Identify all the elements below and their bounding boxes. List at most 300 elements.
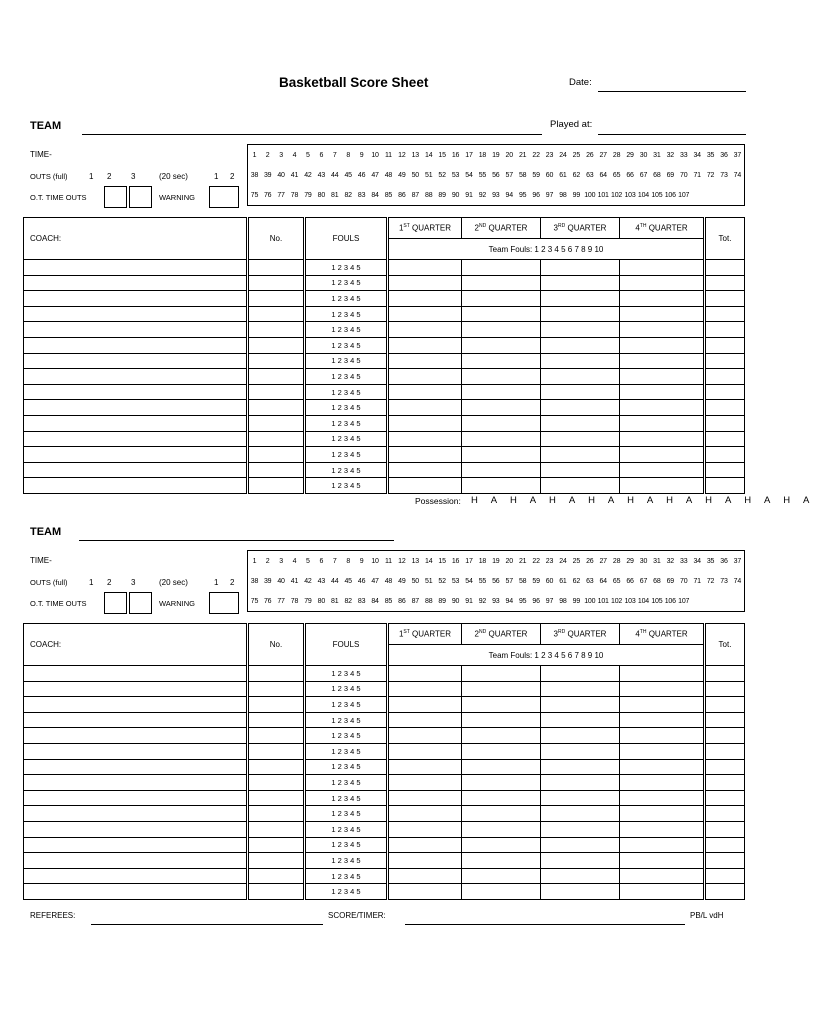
total-points-cell[interactable] (705, 462, 745, 478)
score-number[interactable]: 25 (572, 557, 581, 565)
quarter-points-cell[interactable] (388, 337, 462, 353)
player-number-cell[interactable] (248, 291, 305, 307)
score-number[interactable]: 8 (346, 151, 351, 159)
total-points-cell[interactable] (705, 790, 745, 806)
score-number[interactable]: 33 (680, 151, 688, 159)
total-points-cell[interactable] (705, 697, 745, 713)
score-number[interactable]: 20 (505, 151, 513, 159)
quarter-points-cell[interactable] (388, 400, 462, 416)
score-number[interactable]: 102 (611, 191, 623, 199)
quarter-points-cell[interactable] (462, 353, 541, 369)
score-number[interactable]: 65 (612, 171, 621, 179)
score-number[interactable]: 104 (637, 191, 649, 199)
score-number[interactable]: 3 (279, 151, 283, 159)
score-number[interactable]: 22 (532, 557, 540, 565)
quarter-points-cell[interactable] (462, 666, 541, 682)
played-at-field[interactable] (598, 134, 746, 135)
possession-marks[interactable]: H A H A H A H A H A H A H A H A H A (471, 495, 815, 506)
score-number[interactable]: 92 (478, 191, 487, 199)
quarter-points-cell[interactable] (541, 322, 620, 338)
team-fouls[interactable]: Team Fouls: 1 2 3 4 5 6 7 8 9 10 (388, 239, 705, 260)
player-name-cell[interactable] (24, 462, 248, 478)
player-number-cell[interactable] (248, 666, 305, 682)
quarter-points-cell[interactable] (620, 291, 705, 307)
score-number[interactable]: 61 (559, 577, 567, 585)
quarter-points-cell[interactable] (462, 697, 541, 713)
player-number-cell[interactable] (248, 853, 305, 869)
score-number[interactable]: 82 (344, 191, 352, 199)
ot-timeout-box[interactable] (104, 186, 127, 208)
score-number[interactable]: 42 (304, 577, 312, 585)
score-number[interactable]: 36 (720, 151, 728, 159)
score-number[interactable]: 1 (252, 557, 257, 565)
quarter-points-cell[interactable] (388, 447, 462, 463)
quarter-points-cell[interactable] (620, 400, 705, 416)
player-number-cell[interactable] (248, 447, 305, 463)
score-number[interactable]: 15 (438, 151, 446, 159)
quarter-points-cell[interactable] (462, 853, 541, 869)
score-number[interactable]: 78 (290, 597, 299, 605)
total-points-cell[interactable] (705, 275, 745, 291)
player-fouls-cell[interactable]: 1 2 3 4 5 (305, 478, 388, 494)
score-number[interactable]: 64 (599, 577, 607, 585)
quarter-points-cell[interactable] (620, 369, 705, 385)
score-number[interactable]: 19 (492, 151, 500, 159)
quarter-points-cell[interactable] (620, 415, 705, 431)
score-number[interactable] (731, 591, 745, 612)
player-name-cell[interactable] (24, 821, 248, 837)
quarter-points-cell[interactable] (541, 431, 620, 447)
quarter-points-cell[interactable] (462, 431, 541, 447)
score-number[interactable]: 6 (319, 557, 324, 565)
quarter-points-cell[interactable] (388, 322, 462, 338)
score-number[interactable]: 9 (359, 557, 364, 565)
score-number[interactable]: 61 (559, 171, 567, 179)
score-number[interactable]: 60 (545, 171, 554, 179)
quarter-points-cell[interactable] (388, 837, 462, 853)
score-number[interactable]: 11 (384, 151, 392, 159)
score-number[interactable] (731, 185, 745, 206)
player-fouls-cell[interactable]: 1 2 3 4 5 (305, 884, 388, 900)
player-fouls-cell[interactable]: 1 2 3 4 5 (305, 806, 388, 822)
total-points-cell[interactable] (705, 291, 745, 307)
score-number[interactable]: 74 (733, 577, 742, 585)
total-points-cell[interactable] (705, 400, 745, 416)
player-name-cell[interactable] (24, 697, 248, 713)
player-fouls-cell[interactable]: 1 2 3 4 5 (305, 837, 388, 853)
score-number[interactable]: 29 (626, 557, 634, 565)
score-number[interactable]: 77 (277, 191, 285, 199)
score-number[interactable]: 87 (411, 191, 419, 199)
score-number[interactable]: 15 (438, 557, 446, 565)
score-number[interactable]: 85 (384, 191, 393, 199)
quarter-points-cell[interactable] (620, 337, 705, 353)
quarter-points-cell[interactable] (541, 790, 620, 806)
score-number[interactable]: 26 (586, 557, 594, 565)
player-number-cell[interactable] (248, 431, 305, 447)
score-number[interactable]: 13 (411, 557, 419, 565)
score-number[interactable]: 91 (465, 597, 473, 605)
score-number[interactable]: 16 (451, 557, 460, 565)
quarter-points-cell[interactable] (620, 275, 705, 291)
player-name-cell[interactable] (24, 478, 248, 494)
score-number[interactable]: 41 (290, 577, 299, 585)
score-number[interactable] (690, 591, 703, 612)
score-number[interactable]: 66 (626, 577, 634, 585)
score-number[interactable]: 86 (398, 191, 406, 199)
player-number-cell[interactable] (248, 868, 305, 884)
quarter-points-cell[interactable] (541, 291, 620, 307)
score-number[interactable]: 23 (545, 557, 554, 565)
quarter-points-cell[interactable] (541, 353, 620, 369)
player-number-cell[interactable] (248, 369, 305, 385)
player-number-cell[interactable] (248, 322, 305, 338)
player-name-cell[interactable] (24, 681, 248, 697)
score-number[interactable]: 60 (545, 577, 554, 585)
quarter-points-cell[interactable] (388, 291, 462, 307)
quarter-points-cell[interactable] (541, 260, 620, 276)
quarter-points-cell[interactable] (388, 275, 462, 291)
quarter-points-cell[interactable] (541, 806, 620, 822)
quarter-points-cell[interactable] (388, 306, 462, 322)
score-number[interactable]: 35 (706, 151, 715, 159)
score-number[interactable]: 45 (344, 171, 352, 179)
team-name-field[interactable] (82, 134, 542, 135)
score-number[interactable]: 79 (304, 191, 312, 199)
player-name-cell[interactable] (24, 868, 248, 884)
player-number-cell[interactable] (248, 400, 305, 416)
quarter-points-cell[interactable] (620, 790, 705, 806)
quarter-points-cell[interactable] (620, 697, 705, 713)
score-number[interactable]: 73 (720, 577, 728, 585)
quarter-points-cell[interactable] (541, 400, 620, 416)
score-number[interactable]: 52 (438, 577, 446, 585)
score-number[interactable]: 21 (518, 557, 527, 565)
score-number[interactable] (717, 591, 730, 612)
quarter-points-cell[interactable] (462, 369, 541, 385)
player-number-cell[interactable] (248, 462, 305, 478)
quarter-points-cell[interactable] (388, 260, 462, 276)
score-number[interactable]: 56 (492, 577, 500, 585)
score-number[interactable]: 44 (331, 171, 339, 179)
total-points-cell[interactable] (705, 666, 745, 682)
player-name-cell[interactable] (24, 291, 248, 307)
score-number[interactable]: 49 (398, 577, 406, 585)
quarter-points-cell[interactable] (620, 853, 705, 869)
player-fouls-cell[interactable]: 1 2 3 4 5 (305, 353, 388, 369)
quarter-points-cell[interactable] (541, 478, 620, 494)
quarter-points-cell[interactable] (620, 384, 705, 400)
score-number[interactable]: 81 (331, 597, 339, 605)
quarter-points-cell[interactable] (620, 712, 705, 728)
quarter-points-cell[interactable] (462, 462, 541, 478)
total-points-cell[interactable] (705, 775, 745, 791)
score-number[interactable]: 96 (532, 597, 540, 605)
player-number-cell[interactable] (248, 337, 305, 353)
total-points-cell[interactable] (705, 821, 745, 837)
total-points-cell[interactable] (705, 884, 745, 900)
score-number[interactable]: 13 (411, 151, 419, 159)
score-number[interactable]: 103 (624, 191, 636, 199)
quarter-points-cell[interactable] (462, 775, 541, 791)
score-number[interactable]: 18 (478, 151, 487, 159)
score-number[interactable]: 31 (653, 557, 661, 565)
score-number[interactable]: 83 (357, 191, 366, 199)
player-name-cell[interactable] (24, 884, 248, 900)
score-number[interactable]: 51 (425, 171, 433, 179)
score-number[interactable]: 86 (398, 597, 406, 605)
score-number[interactable]: 98 (559, 191, 567, 199)
score-number[interactable]: 75 (250, 191, 259, 199)
score-number[interactable]: 68 (653, 577, 661, 585)
score-number[interactable]: 7 (332, 557, 337, 565)
quarter-points-cell[interactable] (541, 697, 620, 713)
player-name-cell[interactable] (24, 666, 248, 682)
score-number[interactable]: 51 (425, 577, 433, 585)
score-number[interactable]: 94 (505, 597, 513, 605)
score-number[interactable] (690, 185, 703, 206)
player-number-cell[interactable] (248, 681, 305, 697)
player-number-cell[interactable] (248, 697, 305, 713)
score-number[interactable]: 27 (599, 557, 607, 565)
score-number[interactable]: 35 (706, 557, 715, 565)
quarter-points-cell[interactable] (620, 775, 705, 791)
player-fouls-cell[interactable]: 1 2 3 4 5 (305, 369, 388, 385)
score-number[interactable]: 30 (639, 151, 648, 159)
total-points-cell[interactable] (705, 306, 745, 322)
outs-full-mark[interactable]: 3 (131, 578, 136, 587)
score-number[interactable]: 47 (371, 171, 379, 179)
quarter-points-cell[interactable] (388, 884, 462, 900)
score-number[interactable]: 66 (626, 171, 634, 179)
quarter-points-cell[interactable] (388, 462, 462, 478)
player-name-cell[interactable] (24, 837, 248, 853)
score-number[interactable]: 95 (518, 597, 527, 605)
score-number[interactable]: 77 (277, 597, 285, 605)
player-fouls-cell[interactable]: 1 2 3 4 5 (305, 260, 388, 276)
score-number[interactable]: 3 (279, 557, 283, 565)
player-name-cell[interactable] (24, 743, 248, 759)
score-number[interactable]: 80 (317, 191, 326, 199)
quarter-points-cell[interactable] (388, 853, 462, 869)
score-number[interactable]: 83 (357, 597, 366, 605)
quarter-points-cell[interactable] (541, 384, 620, 400)
player-fouls-cell[interactable]: 1 2 3 4 5 (305, 775, 388, 791)
score-number[interactable]: 92 (478, 597, 487, 605)
player-name-cell[interactable] (24, 260, 248, 276)
score-number[interactable]: 16 (451, 151, 460, 159)
quarter-points-cell[interactable] (620, 743, 705, 759)
total-points-cell[interactable] (705, 353, 745, 369)
score-number[interactable]: 106 (664, 597, 676, 605)
total-points-cell[interactable] (705, 712, 745, 728)
score-number[interactable]: 105 (651, 597, 663, 605)
score-number[interactable]: 12 (398, 151, 406, 159)
quarter-points-cell[interactable] (462, 743, 541, 759)
quarter-points-cell[interactable] (388, 806, 462, 822)
score-number[interactable]: 10 (371, 557, 379, 565)
total-points-cell[interactable] (705, 759, 745, 775)
quarter-points-cell[interactable] (620, 868, 705, 884)
warning-box[interactable] (209, 186, 239, 208)
quarter-points-cell[interactable] (620, 681, 705, 697)
quarter-points-cell[interactable] (388, 743, 462, 759)
quarter-points-cell[interactable] (541, 415, 620, 431)
player-number-cell[interactable] (248, 821, 305, 837)
quarter-points-cell[interactable] (620, 447, 705, 463)
player-fouls-cell[interactable]: 1 2 3 4 5 (305, 275, 388, 291)
quarter-points-cell[interactable] (541, 275, 620, 291)
score-number[interactable]: 84 (371, 597, 379, 605)
score-number[interactable]: 93 (492, 191, 500, 199)
score-number[interactable]: 67 (639, 577, 648, 585)
score-number[interactable] (704, 591, 717, 612)
quarter-points-cell[interactable] (388, 759, 462, 775)
quarter-points-cell[interactable] (620, 306, 705, 322)
score-number[interactable]: 99 (572, 191, 581, 199)
player-number-cell[interactable] (248, 790, 305, 806)
total-points-cell[interactable] (705, 415, 745, 431)
quarter-points-cell[interactable] (620, 666, 705, 682)
quarter-points-cell[interactable] (541, 837, 620, 853)
quarter-points-cell[interactable] (388, 790, 462, 806)
player-name-cell[interactable] (24, 790, 248, 806)
score-number[interactable]: 54 (465, 577, 473, 585)
score-number[interactable]: 11 (384, 557, 392, 565)
score-number[interactable] (704, 185, 717, 206)
score-number[interactable]: 81 (331, 191, 339, 199)
total-points-cell[interactable] (705, 681, 745, 697)
score-number[interactable]: 59 (532, 577, 540, 585)
score-number[interactable]: 63 (586, 171, 594, 179)
score-number[interactable]: 48 (384, 577, 393, 585)
quarter-points-cell[interactable] (388, 712, 462, 728)
player-fouls-cell[interactable]: 1 2 3 4 5 (305, 291, 388, 307)
score-number[interactable]: 45 (344, 577, 352, 585)
quarter-points-cell[interactable] (388, 384, 462, 400)
quarter-points-cell[interactable] (388, 478, 462, 494)
player-number-cell[interactable] (248, 728, 305, 744)
player-fouls-cell[interactable]: 1 2 3 4 5 (305, 759, 388, 775)
quarter-points-cell[interactable] (541, 666, 620, 682)
score-number[interactable]: 28 (612, 557, 621, 565)
player-number-cell[interactable] (248, 806, 305, 822)
outs-20-mark[interactable]: 1 (214, 578, 219, 587)
player-fouls-cell[interactable]: 1 2 3 4 5 (305, 728, 388, 744)
team-name-field[interactable] (79, 540, 394, 541)
quarter-points-cell[interactable] (388, 431, 462, 447)
quarter-points-cell[interactable] (541, 821, 620, 837)
score-number[interactable]: 34 (693, 151, 701, 159)
quarter-points-cell[interactable] (462, 337, 541, 353)
score-number[interactable]: 38 (250, 171, 259, 179)
score-number[interactable] (717, 185, 730, 206)
player-name-cell[interactable] (24, 806, 248, 822)
score-number[interactable]: 107 (678, 191, 690, 199)
score-number[interactable]: 47 (371, 577, 379, 585)
score-number[interactable]: 14 (425, 151, 433, 159)
player-name-cell[interactable] (24, 384, 248, 400)
warning-box[interactable] (209, 592, 239, 614)
date-field[interactable] (598, 91, 746, 92)
score-number[interactable]: 32 (666, 557, 674, 565)
quarter-points-cell[interactable] (462, 821, 541, 837)
quarter-points-cell[interactable] (462, 400, 541, 416)
score-number[interactable]: 53 (451, 171, 460, 179)
score-number[interactable]: 44 (331, 577, 339, 585)
score-number[interactable]: 99 (572, 597, 581, 605)
score-number[interactable]: 100 (584, 191, 596, 199)
score-number[interactable]: 58 (518, 171, 527, 179)
quarter-points-cell[interactable] (541, 712, 620, 728)
player-fouls-cell[interactable]: 1 2 3 4 5 (305, 790, 388, 806)
score-number[interactable]: 18 (478, 557, 487, 565)
score-number[interactable]: 28 (612, 151, 621, 159)
player-fouls-cell[interactable]: 1 2 3 4 5 (305, 681, 388, 697)
quarter-points-cell[interactable] (388, 697, 462, 713)
score-number[interactable]: 103 (624, 597, 636, 605)
score-number[interactable]: 65 (612, 577, 621, 585)
score-number[interactable]: 106 (664, 191, 676, 199)
score-number[interactable]: 22 (532, 151, 540, 159)
quarter-points-cell[interactable] (541, 884, 620, 900)
score-number[interactable]: 39 (263, 171, 272, 179)
score-number[interactable]: 7 (332, 151, 337, 159)
quarter-points-cell[interactable] (541, 853, 620, 869)
score-number[interactable]: 17 (465, 557, 473, 565)
score-number[interactable]: 90 (451, 191, 460, 199)
total-points-cell[interactable] (705, 447, 745, 463)
score-number[interactable]: 12 (398, 557, 406, 565)
quarter-points-cell[interactable] (462, 478, 541, 494)
score-number[interactable]: 50 (411, 171, 419, 179)
score-number[interactable]: 55 (478, 577, 487, 585)
score-number[interactable]: 70 (680, 171, 688, 179)
score-number[interactable]: 54 (465, 171, 473, 179)
score-number[interactable]: 48 (384, 171, 393, 179)
score-number[interactable]: 97 (545, 597, 554, 605)
player-fouls-cell[interactable]: 1 2 3 4 5 (305, 400, 388, 416)
quarter-points-cell[interactable] (388, 353, 462, 369)
quarter-points-cell[interactable] (388, 868, 462, 884)
quarter-points-cell[interactable] (388, 728, 462, 744)
score-number[interactable]: 56 (492, 171, 500, 179)
quarter-points-cell[interactable] (541, 728, 620, 744)
ot-timeout-box[interactable] (104, 592, 127, 614)
score-number[interactable]: 62 (572, 577, 581, 585)
score-number[interactable]: 71 (693, 577, 701, 585)
score-number[interactable]: 69 (666, 171, 674, 179)
score-number[interactable]: 74 (733, 171, 742, 179)
player-name-cell[interactable] (24, 775, 248, 791)
total-points-cell[interactable] (705, 384, 745, 400)
quarter-points-cell[interactable] (620, 322, 705, 338)
player-fouls-cell[interactable]: 1 2 3 4 5 (305, 431, 388, 447)
player-number-cell[interactable] (248, 306, 305, 322)
player-fouls-cell[interactable]: 1 2 3 4 5 (305, 743, 388, 759)
score-number[interactable]: 98 (559, 597, 567, 605)
score-number[interactable]: 21 (518, 151, 527, 159)
total-points-cell[interactable] (705, 260, 745, 276)
player-name-cell[interactable] (24, 275, 248, 291)
score-number[interactable]: 27 (599, 151, 607, 159)
score-number[interactable]: 80 (317, 597, 326, 605)
quarter-points-cell[interactable] (462, 384, 541, 400)
total-points-cell[interactable] (705, 478, 745, 494)
quarter-points-cell[interactable] (388, 681, 462, 697)
score-number[interactable]: 97 (545, 191, 554, 199)
score-number[interactable]: 90 (451, 597, 460, 605)
